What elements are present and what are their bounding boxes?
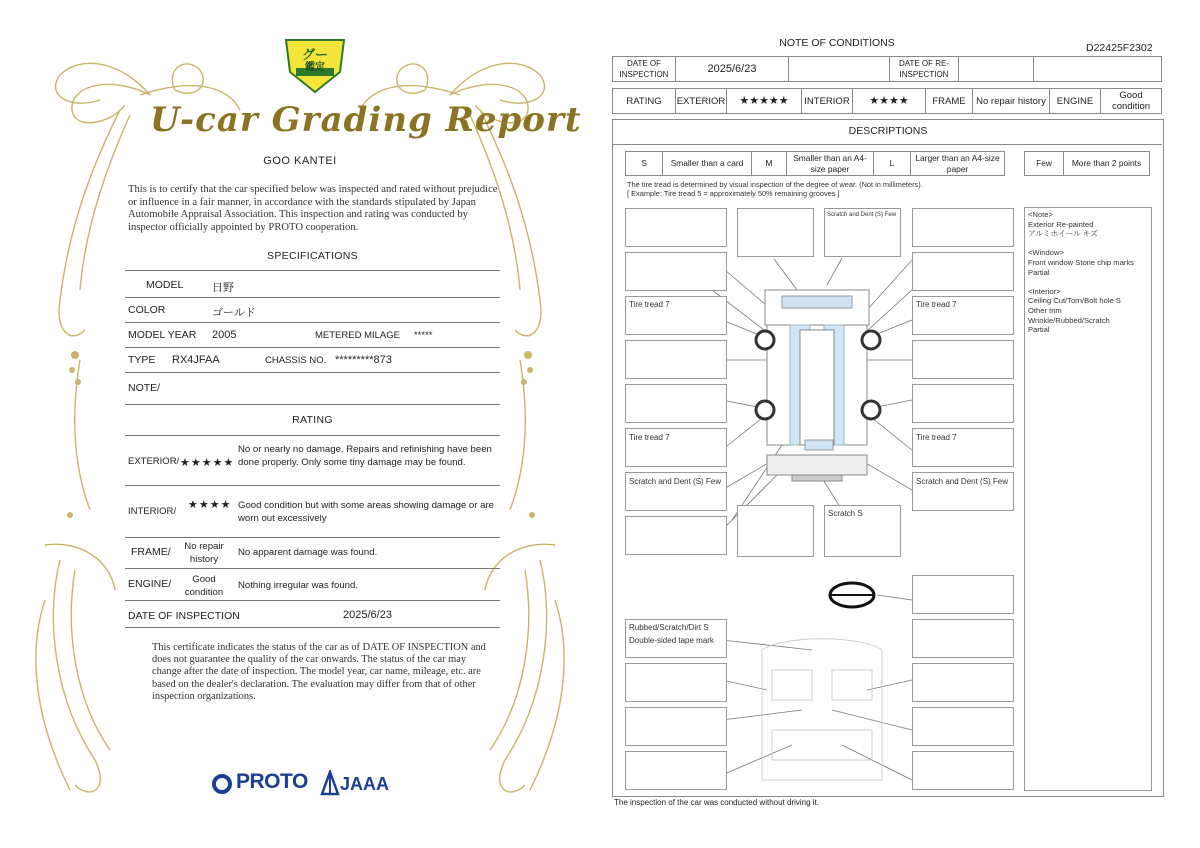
damage-box-rear-1 (737, 505, 814, 557)
certification-statement: This is to certify that the car specified below was inspected and rated without prejudice or influence in a fair manner, in accordance with the standards stipulated by Japan Automobile Appraisal Association. This inspection and rating was conducted by inspector officially appointed by PROTO cooperation. (128, 184, 498, 233)
interior-label-2: Double-sided tape mark (629, 636, 714, 645)
damage-box-r3 (912, 340, 1014, 379)
interior-box-r3 (912, 707, 1014, 746)
legend-l-code: L (874, 152, 911, 176)
interior-box-l2 (625, 663, 727, 702)
note-line: Ceiling Cut/Torn/Bolt hole S (1028, 296, 1121, 306)
date-of-inspection-value: 2025/6/23 (343, 609, 392, 621)
color-value: ゴールド (212, 307, 256, 319)
proto-logo-icon (212, 773, 234, 795)
damage-box-rf1 (912, 208, 1014, 247)
descriptions-heading: DESCRIPTIONS (848, 125, 928, 137)
note-line: Wrinkle/Rubbed/Scratch (1028, 315, 1110, 325)
engine-label: ENGINE/ (128, 578, 172, 590)
jaaa-logo-text: JAAA (340, 774, 390, 794)
damage-box-l4 (625, 384, 727, 423)
rating-summary-table (612, 88, 1162, 114)
legend-m-code: M (752, 152, 787, 176)
chassis-value: *********873 (335, 354, 392, 366)
exterior-label: EXTERIOR (676, 89, 727, 114)
tread-note-1: The tire tread is determined by visual inspection of the degree of wear. (Not in millimeters). (627, 180, 923, 189)
model-year-label: MODEL YEAR (128, 329, 197, 341)
interior-description: Good condition but with some areas showing damage or are worn out excessively (238, 500, 494, 524)
note-line: <Interior> (1028, 286, 1061, 296)
model-value: 日野 (212, 282, 234, 294)
jaaa-logo-icon (320, 770, 340, 796)
note-line: <Window> (1028, 248, 1064, 258)
exterior-stars: ★★★★★ (180, 457, 235, 469)
type-value: RX4JFAA (172, 354, 220, 366)
top-center-label: Scratch and Dent (S) Few (827, 212, 897, 218)
tread-note-2: [ Example: Tire tread 5 = approximately 50% remaining grooves ] (627, 189, 840, 198)
damage-box-lf1 (625, 208, 727, 247)
right-rear-label: Scratch and Dent (S) Few (916, 477, 1009, 486)
date-of-inspection-value: 2025/6/23 (676, 57, 789, 82)
exterior-label: EXTERIOR/ (128, 456, 180, 467)
rear-center-label: Scratch S (828, 509, 863, 518)
legend-s-text: Smaller than a card (663, 152, 752, 176)
exterior-stars: ★★★★★ (727, 89, 802, 114)
model-label: MODEL (146, 279, 184, 291)
rating-heading: RATING (292, 414, 333, 426)
badge-bottom-text: 鑑定 (305, 62, 325, 73)
type-label: TYPE (128, 354, 156, 366)
specifications-heading: SPECIFICATIONS (267, 250, 358, 262)
mileage-value: ***** (414, 330, 433, 341)
certificate-disclaimer: This certificate indicates the status of the car as of DATE OF INSPECTION and does not guarantee the quality of the car onwards. The status of the car may change after the date of inspection. The model year, car name, mileage, etc. are based on the dealer's declaration. The evaluation may differ from that of other inspection organizations. (152, 642, 486, 702)
interior-stars: ★★★★ (853, 89, 926, 114)
interior-label: INTERIOR/ (128, 506, 177, 517)
interior-box-r4 (912, 751, 1014, 790)
car-interior-view-icon (762, 639, 882, 780)
note-line: Front window Stone chip marks (1028, 257, 1134, 267)
note-line: <Note> (1028, 210, 1053, 219)
left-rear-label: Scratch and Dent (S) Few (629, 477, 722, 486)
size-legend-table (625, 151, 1005, 176)
engine-value: Good condition (184, 574, 224, 598)
legend-m-text: Smaller than an A4-size paper (787, 152, 874, 176)
inspection-date-table (612, 56, 1162, 82)
mileage-label: METERED MILAGE (315, 330, 400, 341)
damage-box-l3 (625, 340, 727, 379)
legend-few-code: Few (1025, 152, 1064, 176)
note-line: Partial (1028, 325, 1050, 335)
legend-few-text: More than 2 points (1064, 152, 1150, 176)
model-year-value: 2005 (212, 329, 237, 341)
date-of-inspection-label: DATE OF INSPECTION (128, 610, 240, 622)
frame-description: No apparent damage was found. (238, 547, 378, 558)
engine-description: Nothing irregular was found. (238, 580, 358, 591)
note-line: Other trim (1028, 305, 1062, 315)
tire-rr-label: Tire tread 7 (916, 433, 957, 442)
report-subtitle: GOO KANTEI (263, 155, 337, 167)
date-of-inspection-label: DATE OF INSPECTION (613, 57, 676, 82)
bottom-note: The inspection of the car was conducted without driving it. (614, 798, 819, 807)
interior-label: INTERIOR (802, 89, 853, 114)
badge-top-text: グー (301, 47, 328, 62)
damage-box-lf2 (625, 252, 727, 291)
note-line: アルミホイール キズ (1028, 229, 1098, 239)
interior-box-l4 (625, 751, 727, 790)
legend-s-code: S (626, 152, 663, 176)
chassis-label: CHASSIS NO. (265, 355, 327, 366)
reinspection-label: DATE OF RE-INSPECTION (890, 57, 959, 82)
interior-label-1: Rubbed/Scratch/Dirt S (629, 623, 709, 632)
damage-box-l7 (625, 516, 727, 555)
note-line: Partial (1028, 267, 1050, 277)
legend-l-text: Larger than an A4-size paper (911, 152, 1005, 176)
frame-value: No repair history (973, 89, 1050, 114)
tire-rf-label: Tire tread 7 (916, 300, 957, 309)
color-label: COLOR (128, 304, 166, 316)
proto-logo-text: PROTO (236, 770, 308, 793)
few-legend-table (1024, 151, 1150, 176)
exterior-description: No or nearly no damage. Repairs and refinishing have been done properly. Only some tiny damage may be found. (238, 444, 492, 468)
frame-label: FRAME (926, 89, 973, 114)
conditions-title: NOTE OF CONDITIONS (779, 37, 895, 49)
notes-list (1028, 210, 1153, 335)
damage-box-r4 (912, 384, 1014, 423)
damage-box-rf2 (912, 252, 1014, 291)
interior-box-l3 (625, 707, 727, 746)
interior-box-r1 (912, 619, 1014, 658)
interior-stars: ★★★★ (188, 499, 232, 511)
car-top-view-icon (756, 290, 880, 481)
document-id: D22425F2302 (1086, 42, 1153, 54)
engine-value: Good condition (1101, 89, 1162, 114)
steering-wheel-icon (830, 583, 874, 607)
report-title: U-car Grading Report (150, 100, 582, 140)
engine-label: ENGINE (1050, 89, 1101, 114)
interior-box-r2 (912, 663, 1014, 702)
rating-label: RATING (613, 89, 676, 114)
damage-box-top-1 (737, 208, 814, 257)
tire-lf-label: Tire tread 7 (629, 300, 670, 309)
note-label: NOTE/ (128, 382, 161, 394)
frame-label: FRAME/ (131, 546, 171, 558)
frame-value: No repair history (184, 541, 224, 565)
note-line: Exterior Re-painted (1028, 219, 1094, 229)
interior-box-steering (912, 575, 1014, 614)
tire-lr-label: Tire tread 7 (629, 433, 670, 442)
